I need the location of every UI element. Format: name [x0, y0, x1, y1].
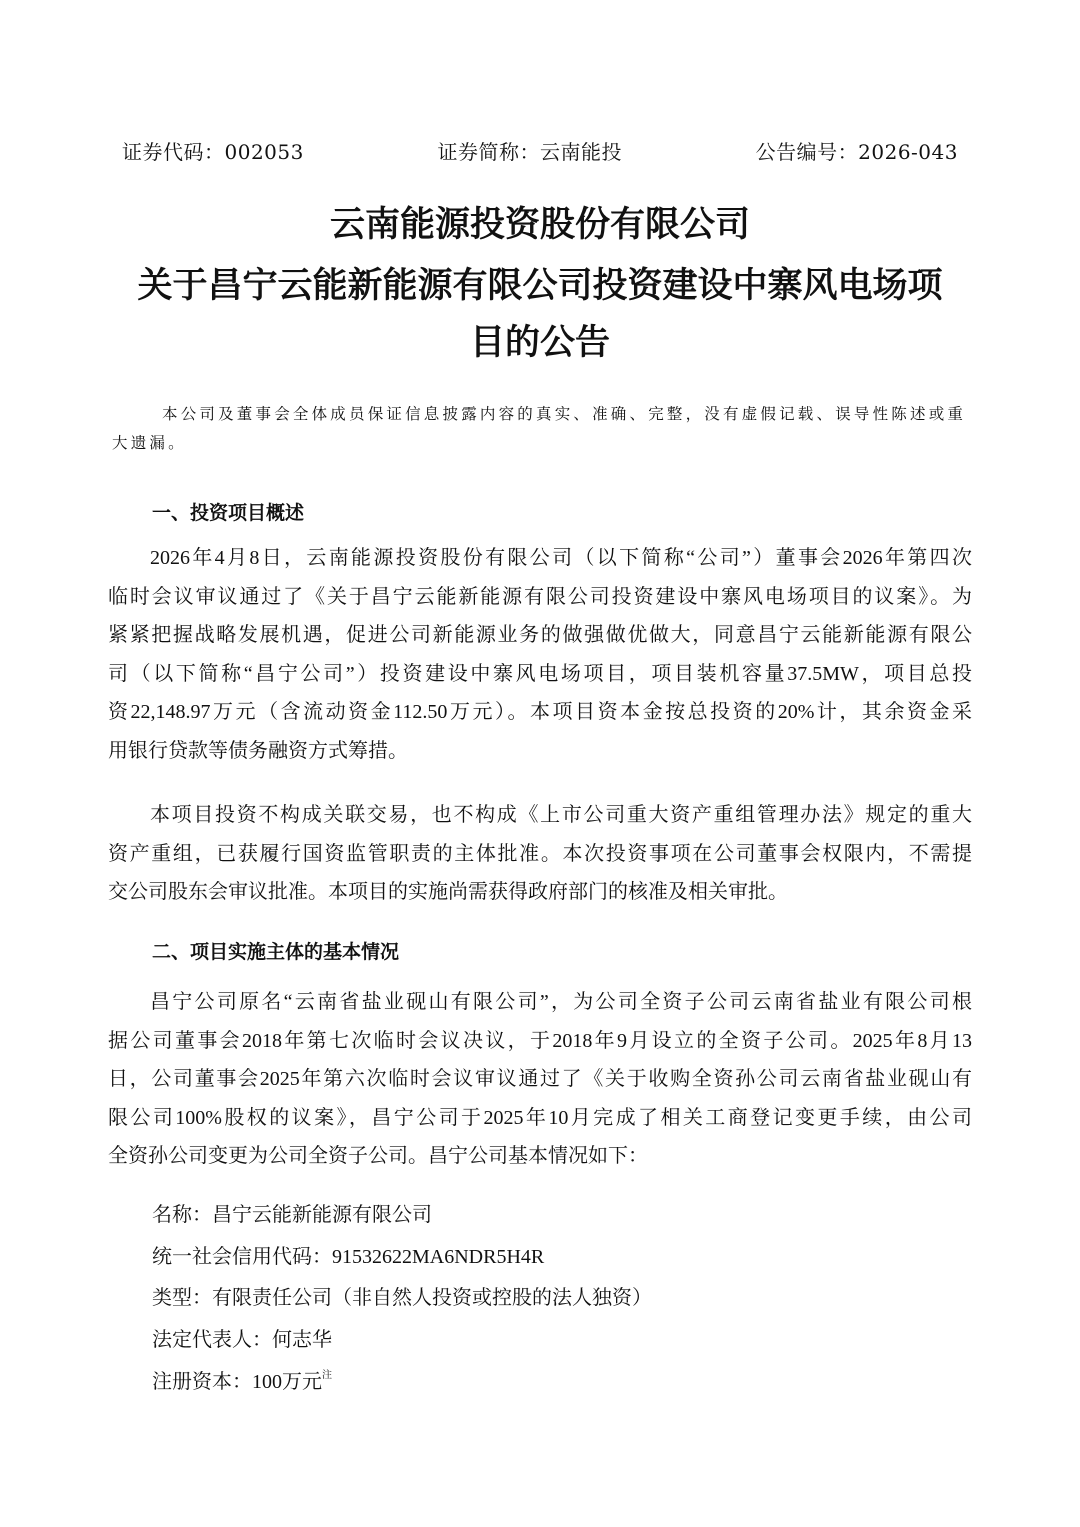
- paragraph-line: 全资孙公司变更为公司全资子公司。昌宁公司基本情况如下：: [108, 1145, 648, 1167]
- registered-capital-value: 注册资本：100万元: [152, 1371, 322, 1393]
- paragraph-line: 昌宁公司原名“云南省盐业砚山有限公司”，为公司全资子公司云南省盐业有限公司根: [150, 991, 972, 1013]
- section-1-paragraph-1: [108, 539, 972, 770]
- disclaimer-statement: 本公司及董事会全体成员保证信息披露内容的真实、准确、完整，没有虚假记载、误导性陈述或重大遗漏。: [112, 405, 967, 452]
- paragraph-line: 司（以下简称“昌宁公司”）投资建设中寨风电场项目，项目装机容量37.5MW，项目总投: [108, 662, 972, 685]
- paragraph-line: 资产重组，已获履行国资监管职责的主体批准。本次投资事项在公司董事会权限内，不需提: [108, 842, 972, 865]
- company-type: 类型：有限责任公司（非自然人投资或控股的法人独资）: [152, 1287, 652, 1309]
- paragraph-line: 本项目投资不构成关联交易，也不构成《上市公司重大资产重组管理办法》规定的重大: [150, 804, 972, 826]
- paragraph-line: 据公司董事会2018年第七次临时会议决议，于2018年9月设立的全资子公司。2025年8月13: [108, 1029, 972, 1052]
- section-1-paragraph-2: [108, 796, 972, 912]
- paragraph-line: 限公司100%股权的议案》，昌宁公司于2025年10月完成了相关工商登记变更手续，由公司: [108, 1106, 972, 1129]
- page-title-line-1: 云南能源投资股份有限公司: [329, 205, 750, 245]
- section-2-paragraph-1: [108, 983, 972, 1176]
- credit-code: 统一社会信用代码：91532622MA6NDR5H4R: [152, 1246, 545, 1268]
- paragraph-line: 交公司股东会审议批准。本项目的实施尚需获得政府部门的核准及相关审批。: [108, 881, 788, 903]
- company-name: 名称：昌宁云能新能源有限公司: [152, 1204, 432, 1226]
- stock-code: 证券代码：002053: [122, 140, 304, 164]
- footnote-mark: 注: [322, 1370, 332, 1381]
- registered-capital: [152, 1365, 332, 1394]
- legal-representative: 法定代表人：何志华: [152, 1329, 332, 1351]
- page-title-line-3: 目的公告: [469, 323, 610, 363]
- paragraph-line: 日，公司董事会2025年第六次临时会议审议通过了《关于收购全资孙公司云南省盐业砚山有: [108, 1068, 972, 1090]
- paragraph-line: 紧紧把握战略发展机遇，促进公司新能源业务的做强做优做大，同意昌宁云能新能源有限公: [108, 624, 972, 646]
- paragraph-line: 临时会议审议通过了《关于昌宁云能新能源有限公司投资建设中寨风电场项目的议案》。为: [108, 585, 972, 608]
- document-header: [122, 136, 958, 165]
- section-heading-2: 二、项目实施主体的基本情况: [152, 941, 400, 963]
- notice-number: 公告编号：2026-043: [755, 140, 958, 164]
- paragraph-line: 资22,148.97万元（含流动资金112.50万元）。本项目资本金按总投资的20%计，其余资金采: [108, 701, 972, 723]
- section-heading-1: 一、投资项目概述: [152, 502, 305, 524]
- paragraph-line: 用银行贷款等债务融资方式筹措。: [108, 739, 408, 762]
- page-title-line-2: 关于昌宁云能新能源有限公司投资建设中寨风电场项: [137, 266, 943, 306]
- stock-name: 证券简称：云南能投: [437, 140, 622, 164]
- paragraph-line: 2026年4月8日，云南能源投资股份有限公司（以下简称“公司”）董事会2026年第四次: [150, 547, 972, 569]
